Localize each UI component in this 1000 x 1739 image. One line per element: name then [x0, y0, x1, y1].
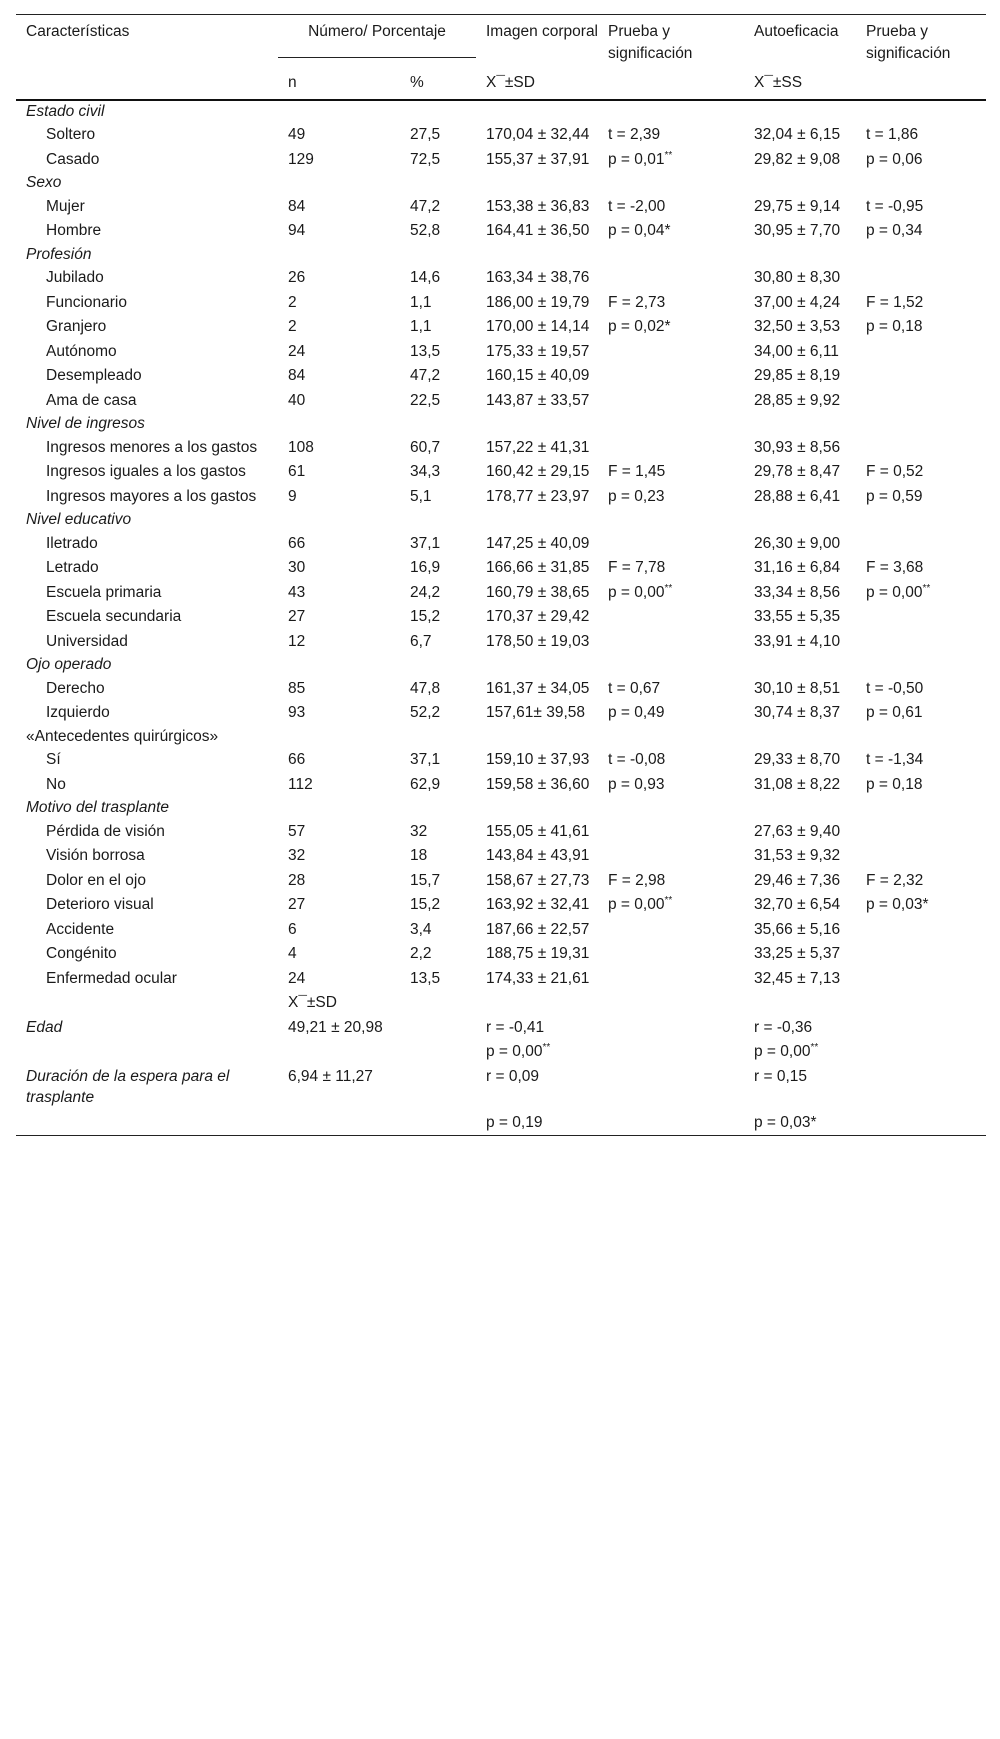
row-label: Izquierdo	[46, 704, 110, 721]
cell-pct: 72,5	[410, 150, 441, 168]
cell-self-efficacy: 34,00 ± 6,11	[754, 342, 839, 360]
cell-n: 32	[288, 847, 306, 864]
cell-body-image: 157,22 ± 41,31	[486, 438, 590, 456]
row-label: Ama de casa	[46, 391, 137, 409]
row-label: Enfermedad ocular	[46, 969, 177, 987]
cell-n: 129	[288, 150, 314, 168]
row-label: Letrado	[46, 559, 99, 576]
cell-body-image: 159,10 ± 37,93	[486, 751, 590, 768]
wait-row	[16, 1065, 986, 1111]
cell-body-image: 153,38 ± 36,83	[486, 197, 590, 215]
age-r-img: r = -0,41	[486, 1018, 545, 1036]
cell-test-1	[598, 364, 744, 389]
table-row	[16, 605, 986, 630]
cell-self-efficacy: 30,10 ± 8,51	[754, 679, 841, 697]
table-row	[16, 630, 986, 655]
header-self-efficacy: Autoeficacia	[744, 15, 856, 69]
cell-pct: 14,6	[410, 269, 441, 286]
row-label: Visión borrosa	[46, 847, 145, 864]
cell-test-2	[856, 918, 986, 943]
cell-test-2	[856, 266, 986, 291]
cell-self-efficacy: 27,63 ± 9,40	[754, 822, 841, 840]
cell-n: 49	[288, 126, 306, 143]
group-row	[16, 244, 986, 267]
cell-n: 84	[288, 197, 306, 215]
table-row	[16, 389, 986, 414]
cell-self-efficacy: 29,78 ± 8,47	[754, 463, 841, 480]
cell-n: 84	[288, 367, 306, 384]
cell-body-image: 178,77 ± 23,97	[486, 487, 590, 505]
table-row	[16, 748, 986, 773]
cell-self-efficacy: 31,08 ± 8,22	[754, 775, 841, 793]
cell-test-1: p = 0,00**	[608, 582, 673, 601]
cell-self-efficacy: 29,82 ± 9,08	[754, 150, 841, 168]
cell-n: 28	[288, 871, 306, 889]
cell-test-1	[598, 630, 744, 655]
cell-pct: 18	[410, 847, 428, 864]
cell-n: 40	[288, 391, 306, 409]
age-p-row	[16, 1040, 986, 1065]
cell-test-2: p = 0,06	[866, 150, 923, 168]
cell-test-2	[856, 605, 986, 630]
table-row	[16, 942, 986, 967]
cell-test-1	[598, 532, 744, 557]
cell-body-image: 160,79 ± 38,65	[486, 583, 590, 601]
cell-test-1: p = 0,02*	[608, 318, 671, 335]
header-mean-sd-auto: X¯±SS	[744, 68, 856, 100]
table-row	[16, 291, 986, 316]
cell-body-image: 158,67 ± 27,73	[486, 871, 590, 889]
cell-n: 66	[288, 751, 306, 768]
cell-test-1	[598, 266, 744, 291]
cell-body-image: 166,66 ± 31,85	[486, 559, 590, 576]
cell-test-2: t = -1,34	[866, 751, 924, 768]
cell-body-image: 157,61± 39,58	[486, 704, 586, 721]
header-n: n	[278, 68, 400, 100]
cell-self-efficacy: 30,74 ± 8,37	[754, 704, 841, 721]
cell-test-2	[856, 532, 986, 557]
cell-self-efficacy: 32,45 ± 7,13	[754, 969, 841, 987]
cell-test-2: F = 0,52	[866, 463, 924, 480]
cell-body-image: 170,00 ± 14,14	[486, 318, 590, 335]
group-row	[16, 100, 986, 124]
row-label: Congénito	[46, 945, 117, 962]
cell-test-2	[856, 820, 986, 845]
row-label: Granjero	[46, 318, 107, 335]
cell-body-image: 186,00 ± 19,79	[486, 293, 590, 311]
cell-test-2: t = -0,50	[866, 679, 924, 697]
row-label: Universidad	[46, 632, 128, 650]
row-label: Ingresos menores a los gastos	[46, 438, 258, 456]
cell-body-image: 143,84 ± 43,91	[486, 847, 590, 864]
cell-body-image: 160,42 ± 29,15	[486, 463, 590, 480]
cell-self-efficacy: 28,85 ± 9,92	[754, 391, 841, 409]
cell-self-efficacy: 30,93 ± 8,56	[754, 438, 841, 456]
header-mean-sd-img: X¯±SD	[476, 68, 598, 100]
table-row	[16, 773, 986, 798]
age-p-img: p = 0,00**	[486, 1042, 551, 1060]
cell-n: 112	[288, 775, 313, 793]
wait-r-auto: r = 0,15	[754, 1067, 807, 1085]
row-label: Pérdida de visión	[46, 822, 165, 840]
cell-body-image: 155,37 ± 37,91	[486, 150, 590, 168]
row-label: Sí	[46, 751, 61, 768]
cell-test-1	[598, 918, 744, 943]
row-label: Soltero	[46, 126, 96, 143]
header-test-2: Prueba y significación	[856, 15, 986, 69]
cell-pct: 15,7	[410, 871, 441, 889]
group-title: Profesión	[26, 245, 92, 263]
group-row	[16, 797, 986, 820]
cell-test-2: p = 0,61	[866, 704, 923, 721]
cell-pct: 60,7	[410, 438, 441, 456]
cell-test-2: p = 0,59	[866, 487, 923, 505]
cell-self-efficacy: 33,55 ± 5,35	[754, 608, 841, 625]
age-header-row	[16, 991, 986, 1016]
row-label: Iletrado	[46, 534, 98, 552]
cell-pct: 2,2	[410, 945, 432, 962]
cell-test-1	[598, 389, 744, 414]
wait-p-row	[16, 1111, 986, 1136]
age-row	[16, 1016, 986, 1041]
table-row	[16, 918, 986, 943]
cell-pct: 6,7	[410, 632, 432, 650]
cell-test-1: t = 2,39	[608, 126, 661, 143]
row-label: No	[46, 775, 66, 793]
row-label: Dolor en el ojo	[46, 871, 146, 889]
table-row	[16, 893, 986, 918]
row-label: Deterioro visual	[46, 896, 154, 913]
cell-n: 24	[288, 342, 306, 360]
cell-test-1: p = 0,01**	[608, 149, 673, 168]
cell-self-efficacy: 31,16 ± 6,84	[754, 559, 841, 576]
row-label: Hombre	[46, 222, 102, 239]
cell-pct: 22,5	[410, 391, 441, 409]
cell-pct: 15,2	[410, 608, 441, 625]
header-body-image: Imagen corporal	[476, 15, 598, 69]
table-row	[16, 266, 986, 291]
table-row	[16, 485, 986, 510]
cell-body-image: 187,66 ± 22,57	[486, 920, 590, 938]
cell-pct: 52,8	[410, 222, 441, 239]
cell-body-image: 163,34 ± 38,76	[486, 269, 590, 286]
cell-test-2: p = 0,18	[866, 318, 923, 335]
cell-test-1: p = 0,49	[608, 704, 665, 721]
row-label: Casado	[46, 150, 100, 168]
cell-test-2	[856, 844, 986, 869]
table-row	[16, 364, 986, 389]
cell-test-2: p = 0,03*	[866, 896, 929, 913]
cell-self-efficacy: 33,91 ± 4,10	[754, 632, 841, 650]
cell-n: 57	[288, 822, 306, 840]
cell-self-efficacy: 28,88 ± 6,41	[754, 487, 841, 505]
wait-p-img: p = 0,19	[476, 1111, 598, 1136]
cell-pct: 16,9	[410, 559, 441, 576]
cell-self-efficacy: 32,50 ± 3,53	[754, 318, 841, 335]
table-row	[16, 436, 986, 461]
cell-n: 85	[288, 679, 306, 697]
header-pct: %	[400, 68, 476, 100]
cell-test-2: p = 0,34	[866, 222, 923, 239]
age-label: Edad	[26, 1018, 63, 1036]
table-row	[16, 581, 986, 606]
continuous-section	[16, 991, 986, 1136]
table-row	[16, 315, 986, 340]
cell-test-1: p = 0,93	[608, 775, 665, 793]
cell-n: 61	[288, 463, 306, 480]
cell-self-efficacy: 29,33 ± 8,70	[754, 751, 841, 768]
group-row	[16, 726, 986, 749]
cell-body-image: 164,41 ± 36,50	[486, 222, 590, 239]
table-page	[16, 0, 986, 1136]
cell-body-image: 188,75 ± 19,31	[486, 945, 590, 962]
subheader-row	[16, 68, 986, 100]
cell-self-efficacy: 29,85 ± 8,19	[754, 367, 841, 384]
cell-test-2: F = 3,68	[866, 559, 924, 576]
cell-pct: 24,2	[410, 583, 441, 601]
table-row	[16, 677, 986, 702]
cell-n: 27	[288, 608, 306, 625]
row-label: Jubilado	[46, 269, 104, 286]
cell-test-2: t = 1,86	[866, 126, 919, 143]
cell-body-image: 143,87 ± 33,57	[486, 391, 590, 409]
group-title: Estado civil	[26, 102, 105, 120]
header-characteristics: Características	[16, 15, 278, 69]
cell-n: 2	[288, 318, 297, 335]
cell-pct: 32	[410, 822, 428, 840]
cell-test-2: p = 0,18	[866, 775, 923, 793]
cell-self-efficacy: 32,70 ± 6,54	[754, 896, 841, 913]
row-label: Escuela secundaria	[46, 608, 182, 625]
characteristics-table	[16, 0, 986, 1136]
row-label: Autónomo	[46, 342, 117, 360]
cell-body-image: 170,04 ± 32,44	[486, 126, 590, 143]
table-row	[16, 869, 986, 894]
table-row	[16, 123, 986, 148]
cell-pct: 34,3	[410, 463, 441, 480]
cell-pct: 3,4	[410, 920, 432, 938]
table-row	[16, 532, 986, 557]
row-label: Funcionario	[46, 293, 127, 311]
table-row	[16, 820, 986, 845]
row-label: Ingresos mayores a los gastos	[46, 487, 257, 505]
cell-pct: 37,1	[410, 751, 441, 768]
cell-test-1	[598, 820, 744, 845]
cell-n: 93	[288, 704, 306, 721]
wait-p-auto: p = 0,03*	[744, 1111, 856, 1136]
cell-test-1	[598, 967, 744, 992]
table-row	[16, 340, 986, 365]
cell-n: 94	[288, 222, 306, 239]
group-row	[16, 172, 986, 195]
cell-body-image: 160,15 ± 40,09	[486, 367, 590, 384]
cell-self-efficacy: 30,80 ± 8,30	[754, 269, 841, 286]
cell-self-efficacy: 26,30 ± 9,00	[754, 534, 841, 552]
cell-self-efficacy: 35,66 ± 5,16	[754, 920, 841, 938]
cell-pct: 47,2	[410, 367, 441, 384]
cell-body-image: 163,92 ± 32,41	[486, 896, 590, 913]
age-p-auto: p = 0,00**	[754, 1042, 819, 1060]
age-r-auto: r = -0,36	[754, 1018, 813, 1036]
cell-body-image: 155,05 ± 41,61	[486, 822, 590, 840]
cell-pct: 47,8	[410, 679, 441, 697]
cell-n: 27	[288, 896, 306, 913]
table-row	[16, 556, 986, 581]
cell-pct: 62,9	[410, 775, 441, 793]
cell-test-1: F = 7,78	[608, 559, 666, 576]
table-row	[16, 195, 986, 220]
cell-test-1	[598, 605, 744, 630]
table-row	[16, 460, 986, 485]
cell-n: 9	[288, 487, 297, 505]
table-row	[16, 844, 986, 869]
cell-test-2	[856, 630, 986, 655]
cell-self-efficacy: 33,25 ± 5,37	[754, 945, 841, 962]
group-title: Sexo	[26, 174, 62, 191]
table-row	[16, 701, 986, 726]
cell-self-efficacy: 33,34 ± 8,56	[754, 583, 841, 601]
cell-test-1: p = 0,04*	[608, 222, 671, 239]
cell-test-2	[856, 340, 986, 365]
cell-pct: 13,5	[410, 969, 441, 987]
age-value: 49,21 ± 20,98	[288, 1018, 383, 1036]
cell-self-efficacy: 31,53 ± 9,32	[754, 847, 841, 864]
cell-self-efficacy: 37,00 ± 4,24	[754, 293, 841, 311]
cell-test-2: F = 1,52	[866, 293, 924, 311]
cell-pct: 47,2	[410, 197, 441, 215]
cell-test-2: t = -0,95	[866, 197, 924, 215]
group-row	[16, 413, 986, 436]
cell-n: 6	[288, 920, 297, 938]
group-title: Nivel de ingresos	[26, 415, 145, 432]
cell-self-efficacy: 29,46 ± 7,36	[754, 871, 841, 889]
cell-n: 108	[288, 438, 314, 456]
table-row	[16, 967, 986, 992]
row-label: Ingresos iguales a los gastos	[46, 463, 246, 480]
cell-test-1: F = 1,45	[608, 463, 666, 480]
cell-self-efficacy: 32,04 ± 6,15	[754, 126, 841, 143]
cell-test-1: t = 0,67	[608, 679, 661, 697]
group-title: Ojo operado	[26, 656, 112, 673]
group-title: Motivo del trasplante	[26, 799, 170, 816]
cell-pct: 1,1	[410, 318, 432, 335]
group-row	[16, 509, 986, 532]
cell-test-2	[856, 364, 986, 389]
cell-test-1: t = -2,00	[608, 197, 666, 215]
cell-n: 30	[288, 559, 306, 576]
cell-test-1: p = 0,00**	[608, 895, 673, 913]
row-label: Escuela primaria	[46, 583, 162, 601]
cell-pct: 37,1	[410, 534, 441, 552]
cell-test-2	[856, 967, 986, 992]
cell-n: 26	[288, 269, 306, 286]
cell-test-1	[598, 436, 744, 461]
cell-test-1: F = 2,73	[608, 293, 666, 311]
cell-test-2: p = 0,00**	[866, 582, 931, 601]
group-title: «Antecedentes quirúrgicos»	[26, 727, 219, 745]
cell-test-1	[598, 340, 744, 365]
cell-body-image: 147,25 ± 40,09	[486, 534, 590, 552]
wait-r-img: r = 0,09	[486, 1067, 539, 1085]
wait-label: Duración de la espera para el trasplante	[26, 1067, 230, 1106]
header-row	[16, 15, 986, 69]
cell-test-1	[598, 942, 744, 967]
cell-pct: 13,5	[410, 342, 441, 360]
cell-body-image: 175,33 ± 19,57	[486, 342, 590, 360]
cell-self-efficacy: 29,75 ± 9,14	[754, 197, 841, 215]
cell-body-image: 170,37 ± 29,42	[486, 608, 590, 625]
cell-n: 66	[288, 534, 306, 552]
header-number-percent: Número/ Porcentaje	[278, 21, 476, 58]
table-row	[16, 148, 986, 173]
group-title: Nivel educativo	[26, 511, 132, 528]
cell-pct: 5,1	[410, 487, 432, 505]
cell-body-image: 178,50 ± 19,03	[486, 632, 590, 650]
table-body	[16, 100, 986, 992]
row-label: Derecho	[46, 679, 105, 697]
cell-test-2	[856, 942, 986, 967]
cell-pct: 52,2	[410, 704, 441, 721]
cell-body-image: 174,33 ± 21,61	[486, 969, 590, 987]
group-row	[16, 654, 986, 677]
cell-test-1	[598, 844, 744, 869]
cell-pct: 15,2	[410, 896, 441, 913]
row-label: Mujer	[46, 197, 85, 215]
cell-n: 24	[288, 969, 306, 987]
cell-test-2: F = 2,32	[866, 871, 924, 889]
cell-n: 43	[288, 583, 306, 601]
cell-test-1: p = 0,23	[608, 487, 665, 505]
header-test-1: Prueba y significación	[598, 15, 744, 69]
cell-test-1: F = 2,98	[608, 871, 666, 889]
age-mean-sd-label: X¯±SD	[288, 994, 337, 1011]
row-label: Accidente	[46, 920, 115, 938]
cell-pct: 1,1	[410, 293, 432, 311]
cell-self-efficacy: 30,95 ± 7,70	[754, 222, 841, 239]
row-label: Desempleado	[46, 367, 142, 384]
cell-test-1: t = -0,08	[608, 751, 666, 768]
cell-n: 12	[288, 632, 306, 650]
cell-pct: 27,5	[410, 126, 441, 143]
cell-test-2	[856, 389, 986, 414]
wait-value: 6,94 ± 11,27	[288, 1067, 373, 1085]
cell-n: 4	[288, 945, 297, 962]
cell-n: 2	[288, 293, 297, 311]
cell-test-2	[856, 436, 986, 461]
cell-body-image: 161,37 ± 34,05	[486, 679, 590, 697]
table-row	[16, 219, 986, 244]
cell-body-image: 159,58 ± 36,60	[486, 775, 590, 793]
